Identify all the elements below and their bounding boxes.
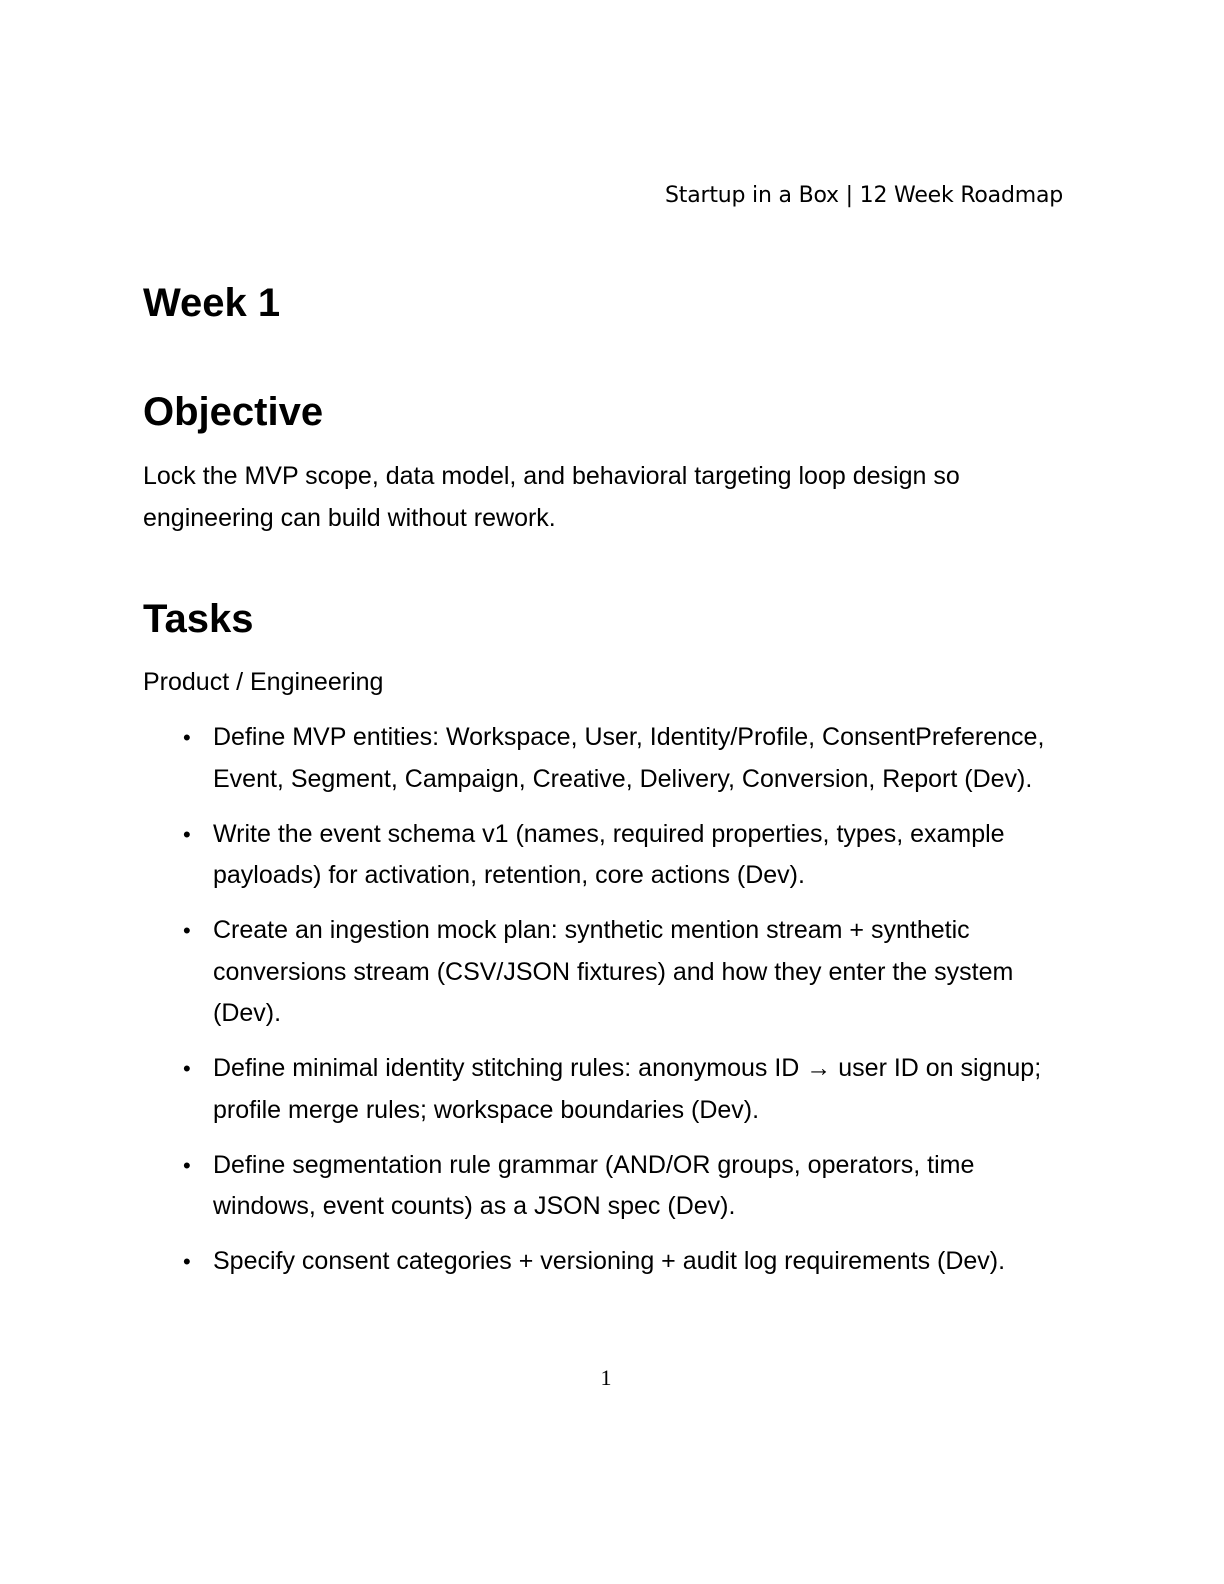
tasks-heading: Tasks: [143, 597, 254, 641]
bullet-icon: •: [183, 1152, 191, 1178]
task-item: [143, 1241, 1078, 1283]
task-text: Specify consent categories + versioning + audit log requirements (Dev).: [213, 1247, 1006, 1275]
objective-text: Lock the MVP scope, data model, and behavioral targeting loop design so engineering can build without rework.: [143, 462, 960, 532]
bullet-icon: •: [183, 918, 191, 943]
task-item: [143, 717, 1078, 800]
bullet-icon: •: [183, 821, 191, 847]
task-group-label: Product / Engineering: [143, 668, 384, 696]
task-item: [143, 910, 1078, 1035]
objective-heading: Objective: [143, 390, 324, 434]
week-title: Week 1: [143, 281, 281, 325]
task-item: [143, 814, 1078, 897]
task-text: Define segmentation rule grammar (AND/OR groups, operators, time windows, event counts) as a JSON spec (Dev).: [213, 1150, 975, 1220]
task-item: [143, 1048, 1078, 1131]
task-text: Write the event schema v1 (names, required properties, types, example payloads) for activation, retention, core actions (Dev).: [213, 819, 1005, 889]
bullet-icon: •: [183, 725, 191, 750]
running-header: Startup in a Box | 12 Week Roadmap: [665, 183, 1063, 208]
task-text: Define MVP entities: Workspace, User, Identity/Profile, ConsentPreference, Event, Segment, Campaign, Creative, Delivery, Conversion, Report (Dev).: [213, 723, 1045, 793]
task-list: [143, 717, 1078, 1296]
task-text: Create an ingestion mock plan: synthetic mention stream + synthetic conversions stream (CSV/JSON fixtures) and how they enter the system (Dev).: [213, 916, 1014, 1027]
bullet-icon: •: [183, 1249, 191, 1274]
task-text: Define minimal identity stitching rules: anonymous ID → user ID on signup; profile merge rules; workspace boundaries (Dev).: [213, 1054, 1042, 1124]
bullet-icon: •: [183, 1056, 191, 1081]
page-number: 1: [600, 1365, 612, 1390]
task-item: [143, 1145, 1078, 1228]
